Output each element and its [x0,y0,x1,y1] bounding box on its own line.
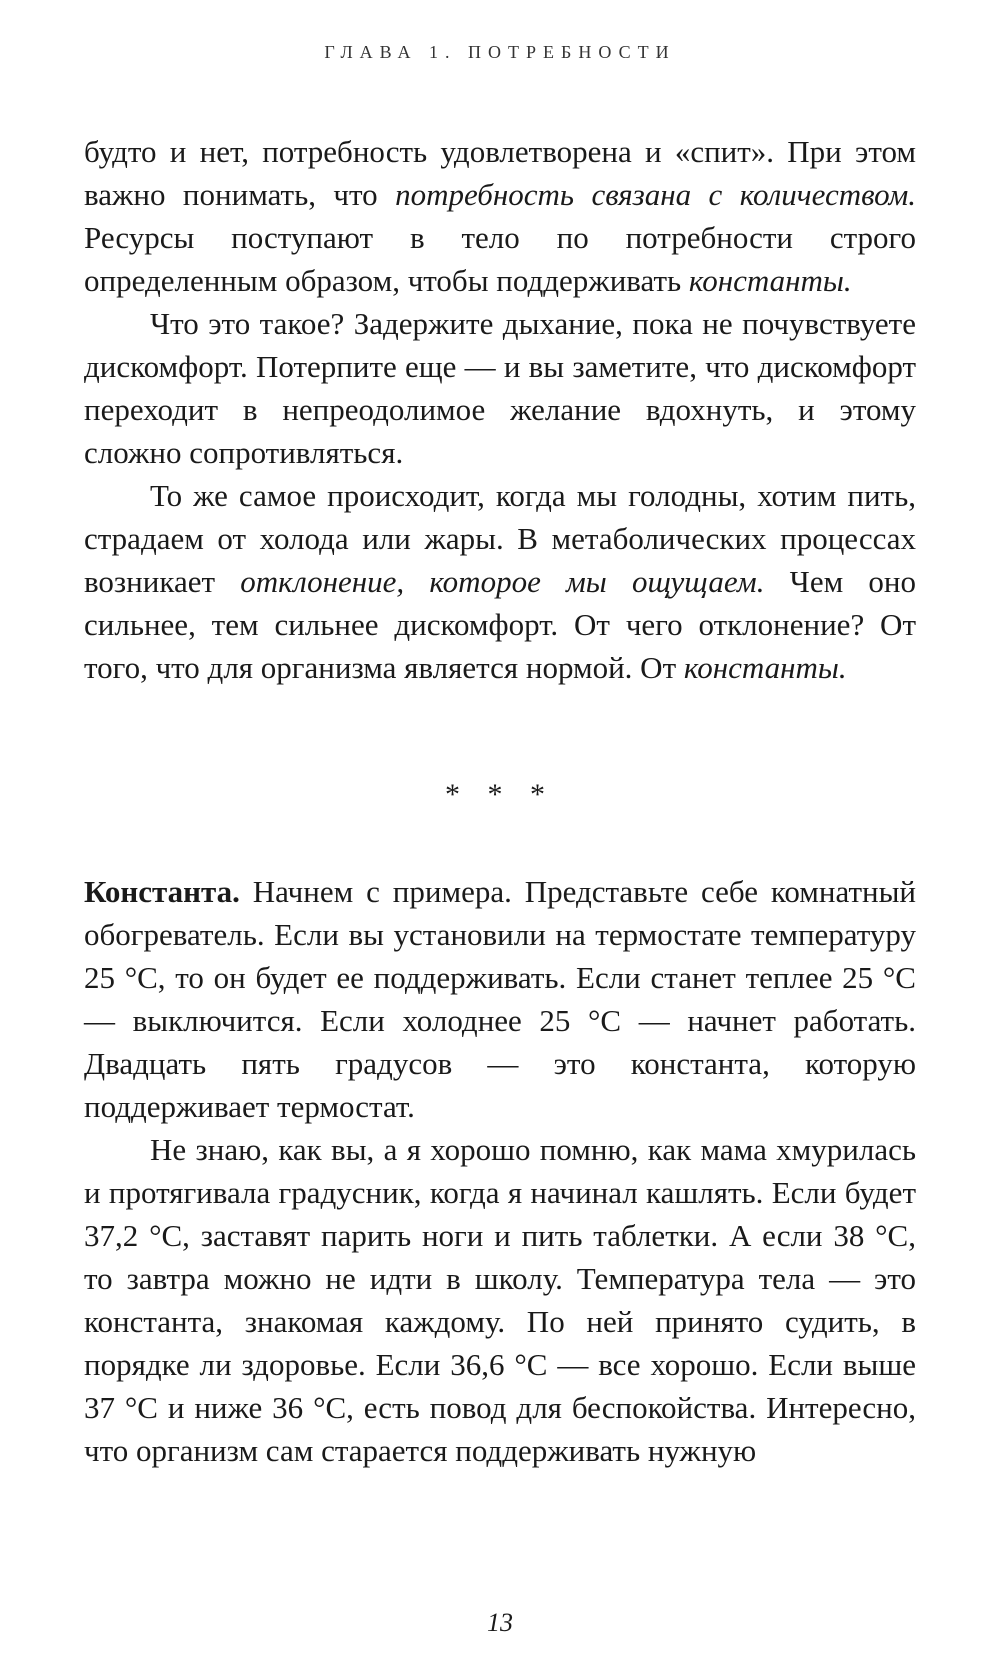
text-run: То же самое происходит, когда мы голодны, хотим пить, страдаем от холода или жары. В метаболических процессах возникает [84,478,916,599]
paragraph-deviation [84,474,916,689]
page-number: 13 [487,1608,513,1637]
italic-phrase: потребность связана с количеством. [395,177,916,212]
text-run: Начнем с примера. Представьте себе комнатный обогреватель. Если вы установили на термостате температуру 25 °С, то он будет ее поддерживать. Если станет теплее 25 °С — выключится. Если холоднее 25 °С — начнет работать. Двадцать пять градусов — это константа, которую поддерживает термостат. [84,874,916,1124]
italic-phrase: отклонение, которое мы ощущаем. [240,564,765,599]
text-block-lower [84,870,916,1472]
text-block-upper [84,130,916,689]
bold-term: Константа. [84,874,240,909]
text-run: будто и нет, потребность удовлетворена и «спит». При этом важно понимать, что [84,134,916,212]
italic-phrase: константы. [688,263,852,298]
italic-phrase: константы. [683,650,847,685]
paragraph-constant-definition [84,870,916,1128]
paragraph-breath: Что это такое? Задержите дыхание, пока не почувствуете дискомфорт. Потерпите еще — и вы заметите, что дискомфорт переходит в непреодолимое желание вдохнуть, и этому сложно сопротивляться. [84,306,916,470]
running-head: ГЛАВА 1. ПОТРЕБНОСТИ [324,42,676,62]
text-run: Чем оно сильнее, тем сильнее дискомфорт. От чего отклонение? От того, что для организма является нормой. От [84,564,916,685]
text-run: Ресурсы поступают в тело по потребности строго определенным образом, чтобы поддерживать [84,220,916,298]
paragraph-continuation [84,130,916,302]
section-separator: * * * [445,778,555,811]
paragraph-thermometer: Не знаю, как вы, а я хорошо помню, как мама хмурилась и протягивала градусник, когда я начинал кашлять. Если будет 37,2 °С, заставят парить ноги и пить таблетки. А если 38 °С, то завтра можно не идти в школу. Температура тела — это константа, знакомая каждому. По ней принято судить, в порядке ли здоровье. Если 36,6 °С — все хорошо. Если выше 37 °С и ниже 36 °С, есть повод для беспокойства. Интересно, что организм сам старается поддерживать нужную [84,1132,916,1468]
